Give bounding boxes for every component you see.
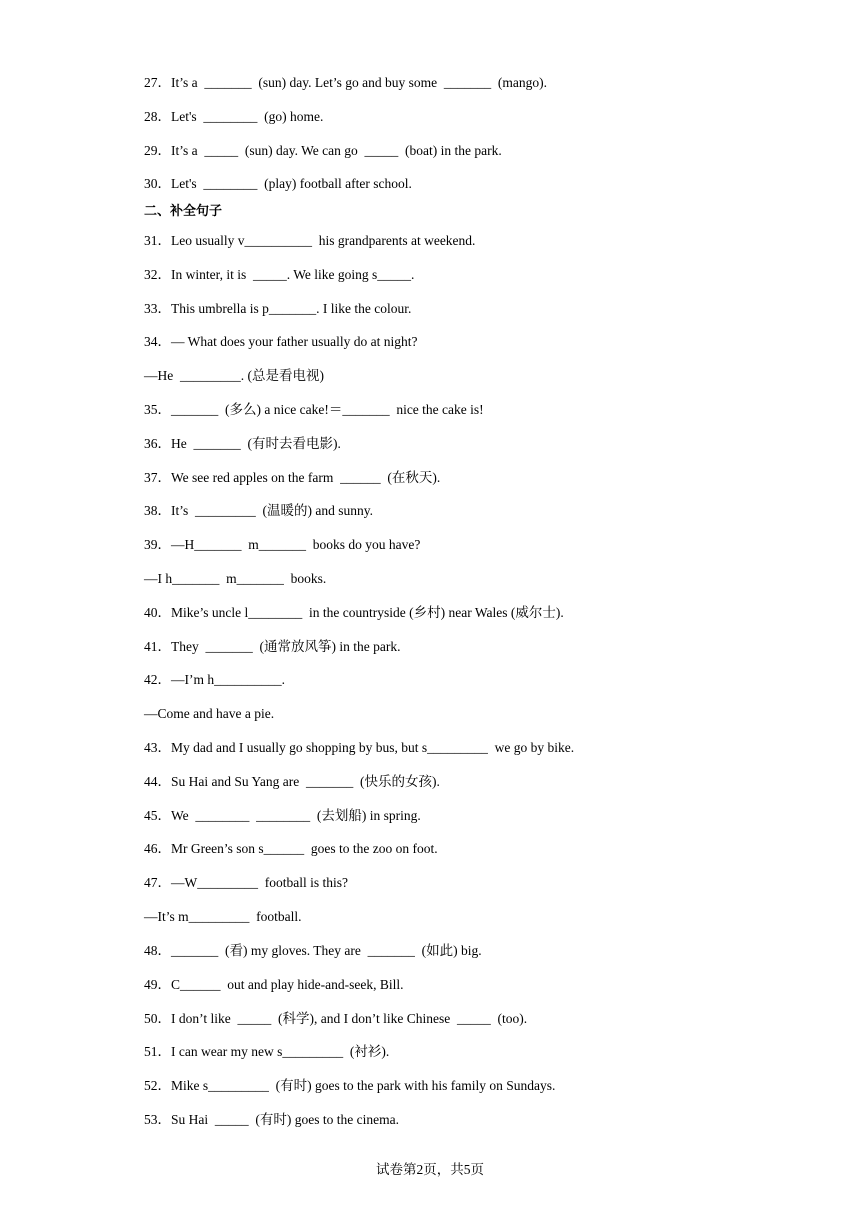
question-line: 30．Let's ________ (play) football after school. xyxy=(144,176,412,191)
question-line: 47．—W_________ football is this? xyxy=(144,875,348,890)
question-line: 39．—H_______ m_______ books do you have? xyxy=(144,537,421,552)
question-line: 29．It’s a _____ (sun) day. We can go _____ (boat) in the park. xyxy=(144,143,502,158)
question-line: 50．I don’t like _____ (科学), and I don’t like Chinese _____ (too). xyxy=(144,1011,528,1026)
question-line: 53．Su Hai _____ (有时) goes to the cinema. xyxy=(144,1112,399,1127)
question-line: —He _________. (总是看电视) xyxy=(144,368,324,383)
question-line: 41．They _______ (通常放风筝) in the park. xyxy=(144,639,401,654)
question-line: 33．This umbrella is p_______. I like the colour. xyxy=(144,301,412,316)
question-line: —It’s m_________ football. xyxy=(144,909,302,924)
question-line: 46．Mr Green’s son s______ goes to the zoo on foot. xyxy=(144,841,438,856)
question-line: 36．He _______ (有时去看电影). xyxy=(144,436,341,451)
question-line: 44．Su Hai and Su Yang are _______ (快乐的女孩). xyxy=(144,774,440,789)
question-line: 27．It’s a _______ (sun) day. Let’s go and buy some _______ (mango). xyxy=(144,75,547,90)
question-line: 52．Mike s_________ (有时) goes to the park with his family on Sundays. xyxy=(144,1078,556,1093)
section-heading: 二、补全句子 xyxy=(144,204,223,219)
question-line: 49．C______ out and play hide-and-seek, Bill. xyxy=(144,977,404,992)
question-line: —Come and have a pie. xyxy=(144,706,275,721)
question-line: 37．We see red apples on the farm ______ (在秋天). xyxy=(144,470,441,485)
question-line: —I h_______ m_______ books. xyxy=(144,571,327,586)
page-footer: 试卷第2页，共5页 xyxy=(376,1162,484,1177)
question-line: 35．_______ (多么) a nice cake!＝_______ nice the cake is! xyxy=(144,402,484,417)
question-line: 45．We ________ ________ (去划船) in spring. xyxy=(144,808,421,823)
question-line: 34．— What does your father usually do at night? xyxy=(144,334,418,349)
question-line: 28．Let's ________ (go) home. xyxy=(144,109,324,124)
question-line: 38．It’s _________ (温暖的) and sunny. xyxy=(144,503,373,518)
question-line: 31．Leo usually v__________ his grandparents at weekend. xyxy=(144,233,476,248)
question-line: 43．My dad and I usually go shopping by bus, but s_________ we go by bike. xyxy=(144,740,575,755)
question-line: 42．—I’m h__________. xyxy=(144,672,285,687)
question-line: 40．Mike’s uncle l________ in the countryside (乡村) near Wales (威尔士). xyxy=(144,605,564,620)
question-line: 51．I can wear my new s_________ (衬衫). xyxy=(144,1044,390,1059)
question-line: 48．_______ (看) my gloves. They are _______ (如此) big. xyxy=(144,943,482,958)
question-line: 32．In winter, it is _____. We like going s_____. xyxy=(144,267,415,282)
